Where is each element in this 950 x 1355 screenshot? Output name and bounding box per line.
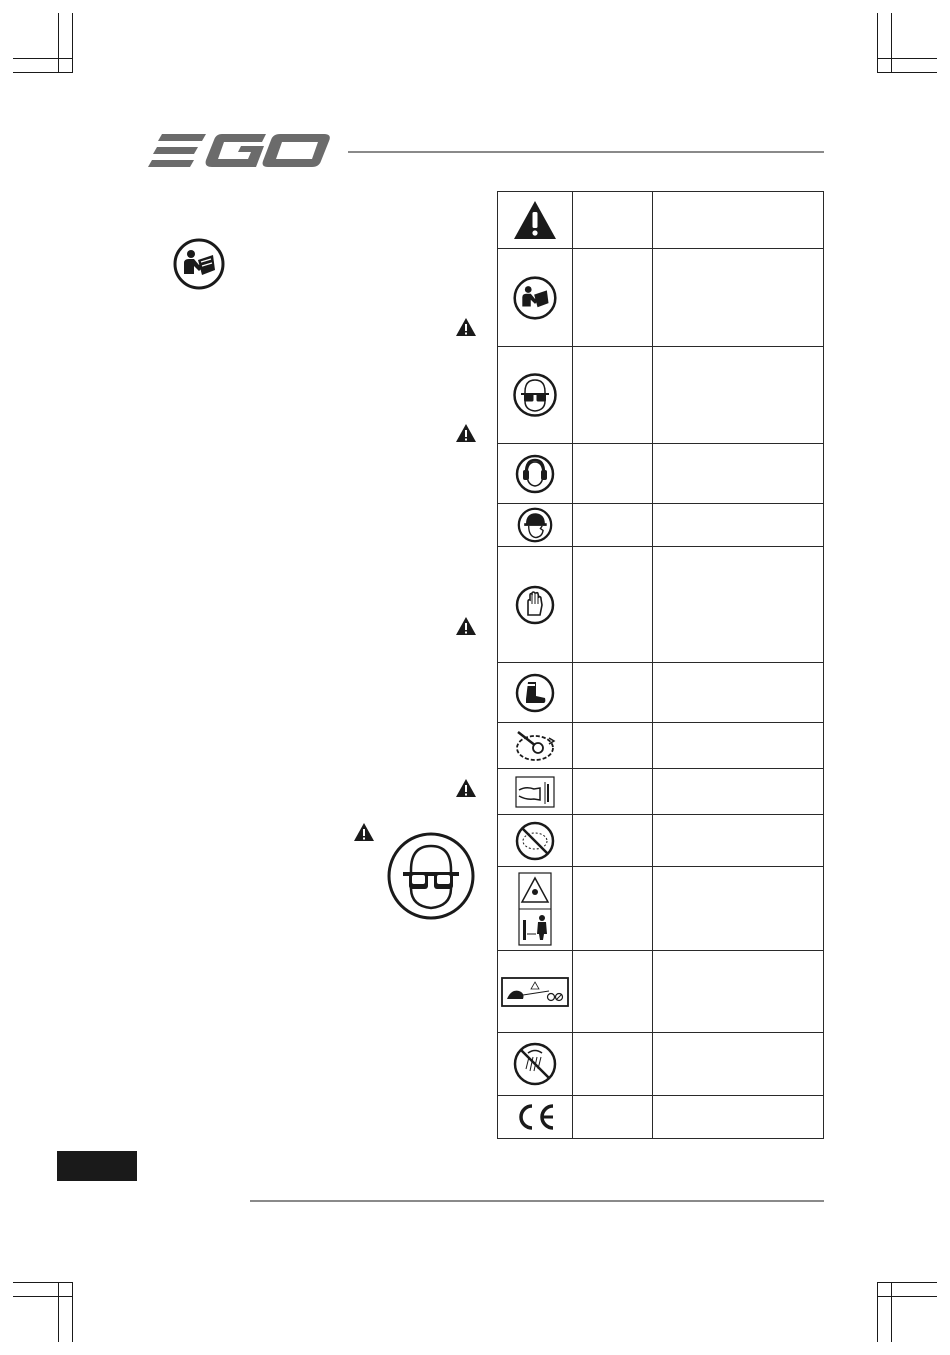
- read-manual-icon: [173, 238, 225, 290]
- line-diameter-icon: [514, 774, 556, 810]
- table-row: [498, 504, 824, 547]
- table-cell-icon: [498, 1033, 573, 1096]
- table-row: [498, 249, 824, 347]
- table-cell-symbol-name: [573, 867, 653, 951]
- table-cell-description: [653, 249, 824, 347]
- table-cell-description: [653, 1033, 824, 1096]
- table-cell-symbol-name: [573, 192, 653, 249]
- table-cell-icon: [498, 444, 573, 504]
- warning-triangle-icon: [455, 423, 477, 443]
- noise-level-icon: [501, 977, 569, 1007]
- table-row: [498, 192, 824, 249]
- table-cell-symbol-name: [573, 815, 653, 867]
- table-cell-icon: [498, 867, 573, 951]
- table-cell-icon: [498, 504, 573, 547]
- table-cell-symbol-name: [573, 444, 653, 504]
- warning-triangle-icon: [455, 778, 477, 798]
- table-cell-description: [653, 769, 824, 815]
- read-manual-icon: [513, 276, 557, 320]
- table-row: [498, 347, 824, 444]
- table-row: [498, 663, 824, 723]
- table-cell-symbol-name: [573, 723, 653, 769]
- warning-triangle-icon: [512, 199, 558, 241]
- table-cell-icon: [498, 815, 573, 867]
- table-cell-icon: [498, 769, 573, 815]
- symbols-table: [497, 191, 824, 1139]
- table-cell-icon: [498, 723, 573, 769]
- table-cell-symbol-name: [573, 1096, 653, 1139]
- table-cell-description: [653, 951, 824, 1033]
- table-cell-icon: [498, 663, 573, 723]
- language-tab: [57, 1151, 137, 1181]
- table-row: [498, 867, 824, 951]
- table-cell-icon: [498, 192, 573, 249]
- warning-triangle-icon: [455, 616, 477, 636]
- table-cell-description: [653, 723, 824, 769]
- table-cell-description: [653, 815, 824, 867]
- table-cell-description: [653, 192, 824, 249]
- table-row: [498, 769, 824, 815]
- table-cell-symbol-name: [573, 347, 653, 444]
- table-cell-description: [653, 663, 824, 723]
- table-cell-symbol-name: [573, 547, 653, 663]
- table-cell-description: [653, 347, 824, 444]
- table-cell-icon: [498, 1096, 573, 1139]
- wear-boots-icon: [515, 673, 555, 713]
- no-rain-icon: [512, 1041, 558, 1087]
- thrown-objects-distance-icon: [518, 872, 552, 946]
- head-protection-icon: [517, 507, 553, 543]
- warning-triangle-icon: [353, 822, 375, 842]
- table-row: [498, 1033, 824, 1096]
- table-row: [498, 951, 824, 1033]
- table-row: [498, 444, 824, 504]
- table-cell-symbol-name: [573, 769, 653, 815]
- table-cell-description: [653, 504, 824, 547]
- table-row: [498, 1096, 824, 1139]
- eye-protection-icon: [513, 373, 557, 417]
- table-cell-description: [653, 547, 824, 663]
- table-row: [498, 547, 824, 663]
- table-cell-icon: [498, 347, 573, 444]
- warning-triangle-icon: [455, 317, 477, 337]
- rotating-head-icon: [514, 728, 556, 764]
- table-cell-description: [653, 1096, 824, 1139]
- table-cell-symbol-name: [573, 504, 653, 547]
- no-metal-blades-icon: [514, 820, 556, 862]
- eye-protection-icon: [387, 832, 475, 920]
- ear-protection-icon: [515, 454, 555, 494]
- table-cell-symbol-name: [573, 951, 653, 1033]
- header-rule: [348, 151, 824, 153]
- table-cell-symbol-name: [573, 249, 653, 347]
- table-cell-description: [653, 444, 824, 504]
- table-row: [498, 815, 824, 867]
- footer-rule: [250, 1200, 824, 1202]
- table-row: [498, 723, 824, 769]
- ce-mark-icon: [513, 1103, 557, 1131]
- table-cell-symbol-name: [573, 663, 653, 723]
- wear-gloves-icon: [515, 585, 555, 625]
- ego-logo: [148, 128, 332, 174]
- table-cell-description: [653, 867, 824, 951]
- table-cell-icon: [498, 951, 573, 1033]
- table-cell-symbol-name: [573, 1033, 653, 1096]
- table-cell-icon: [498, 547, 573, 663]
- table-cell-icon: [498, 249, 573, 347]
